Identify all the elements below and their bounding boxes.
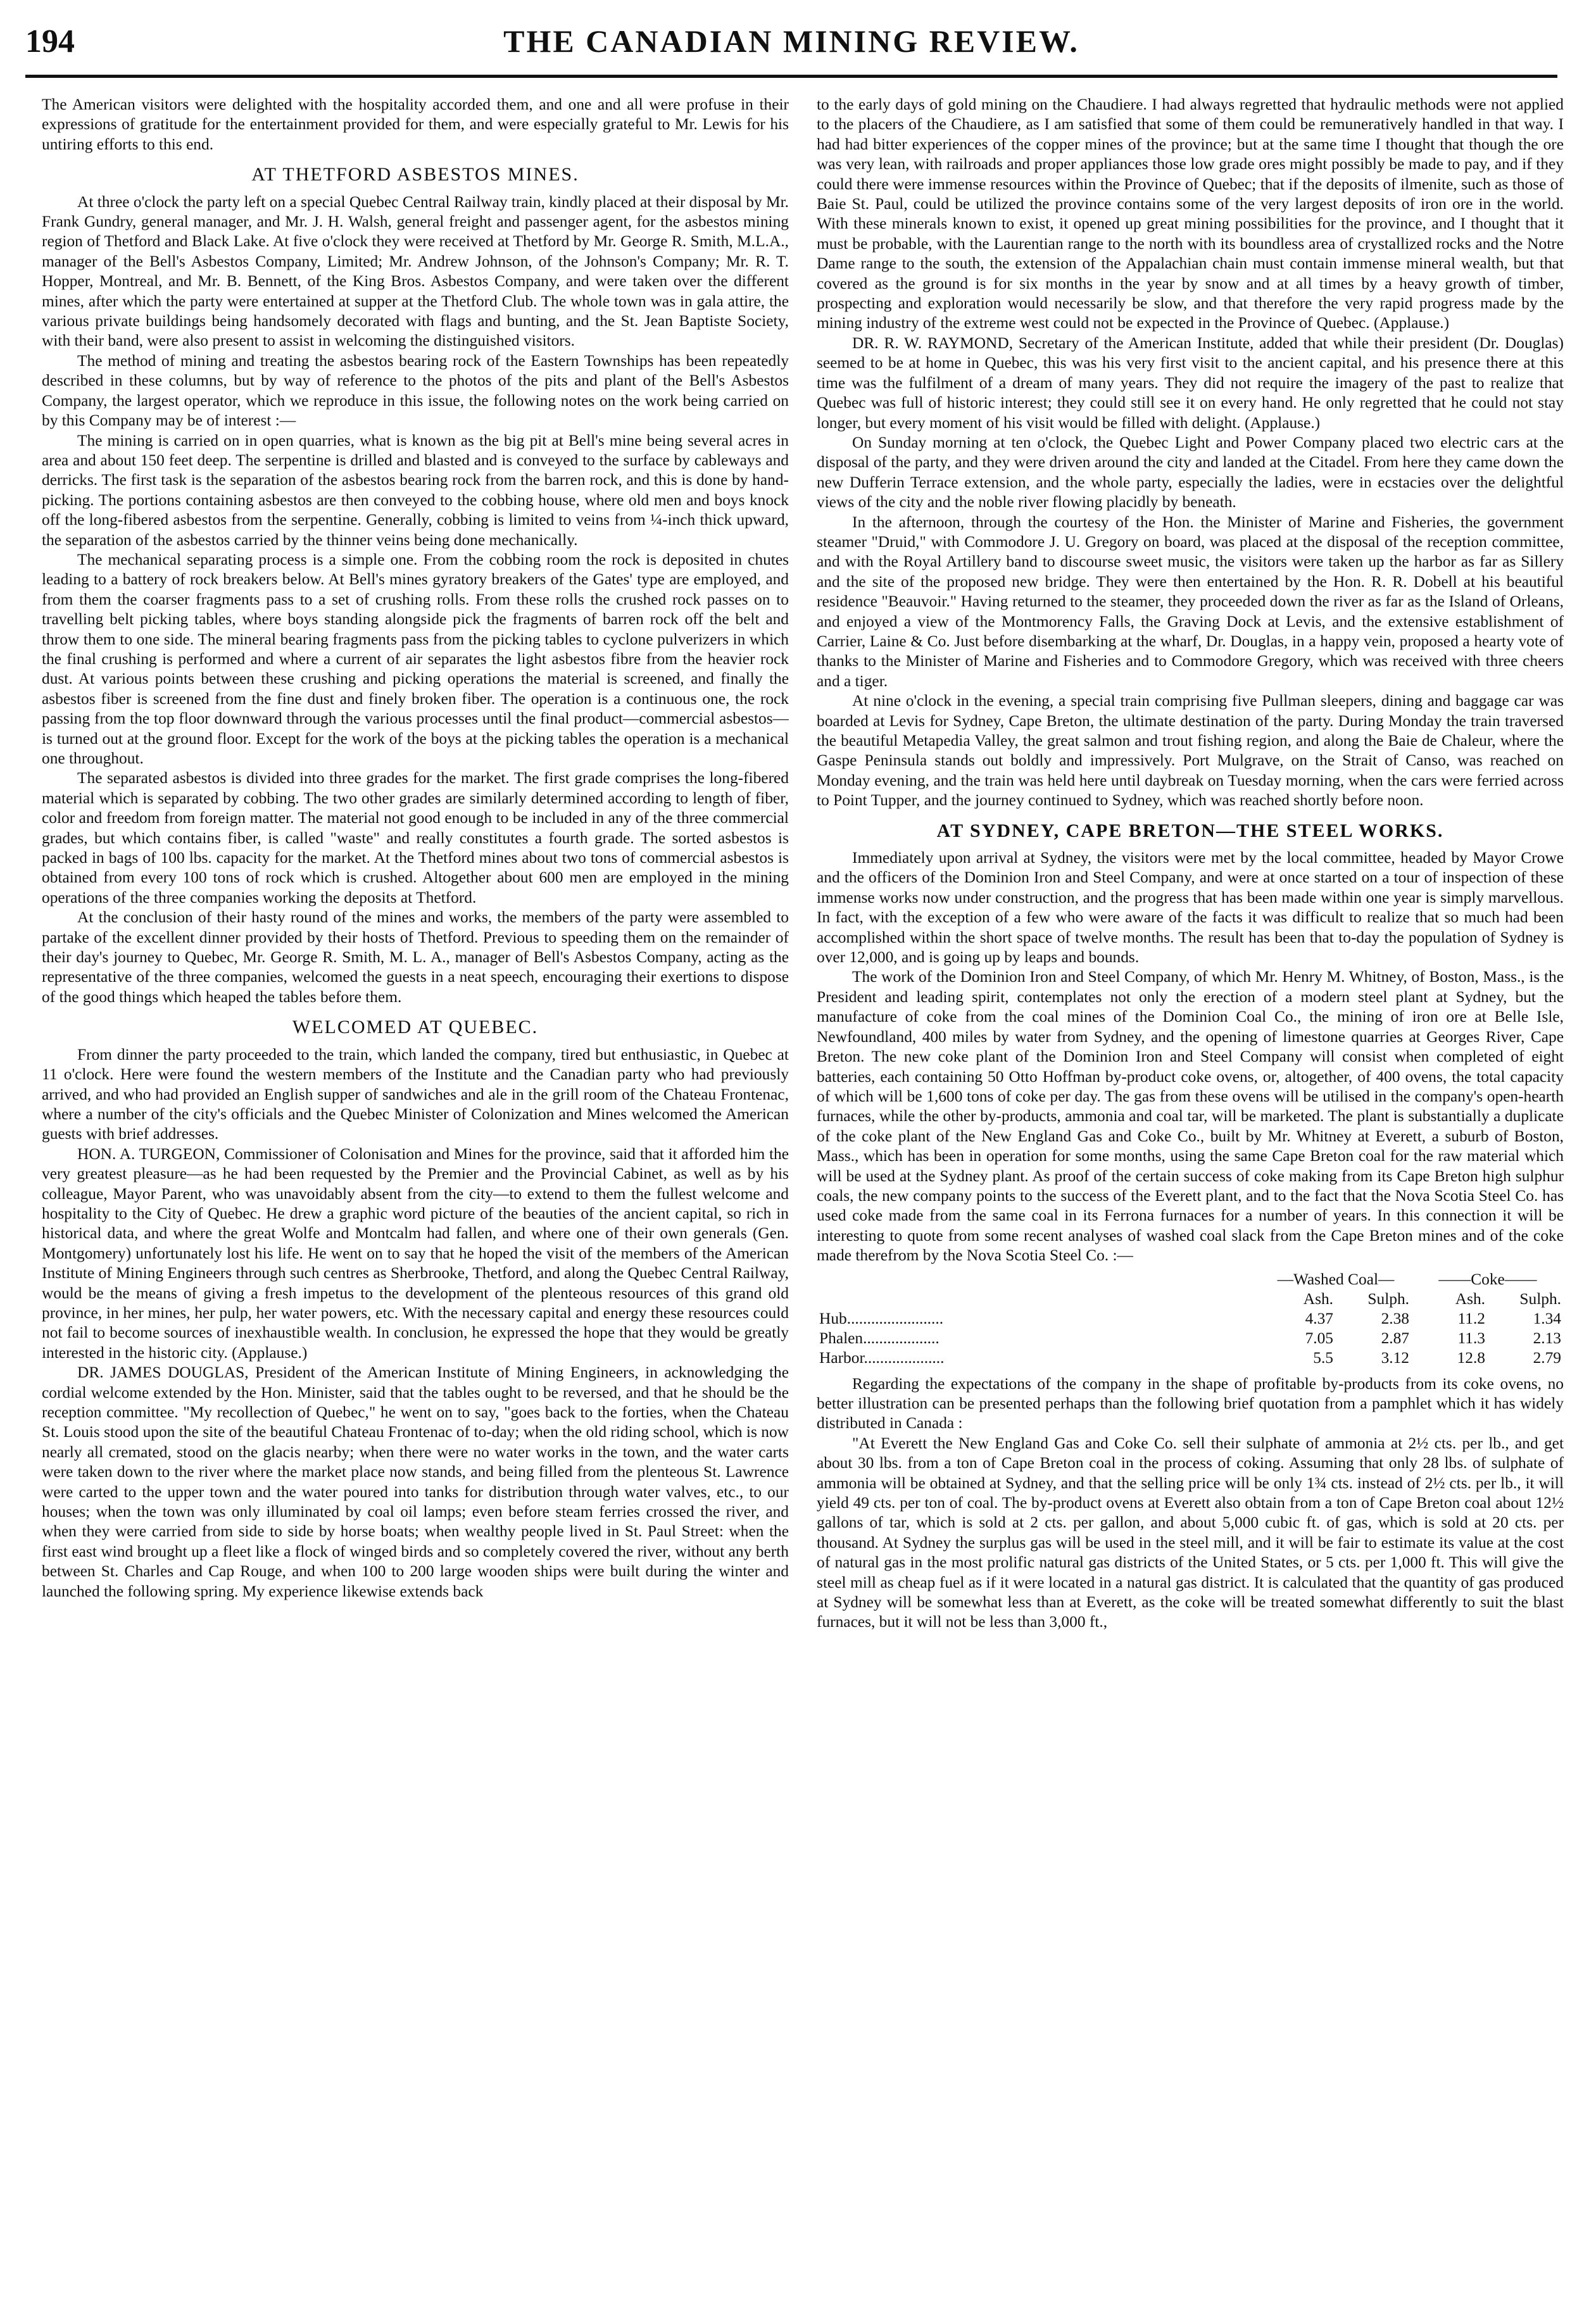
col-sulph: Sulph. bbox=[1367, 1289, 1409, 1308]
col-ash: Ash. bbox=[1455, 1289, 1485, 1308]
paragraph: At the conclusion of their hasty round of the mines and works, the members of the party were assembled to partake of the excellent dinner provided by their hosts of Thetford. Previous to speeding them on the remainder of their day's journey to Quebec, Mr. George R. Smith, M. L. A., manager of Bell's Asbestos Company, acting as the representative of the three companies, welcomed the guests in a neat speech, encouraging their exertions to dispose of the good things which heaped the tables before them. bbox=[42, 908, 789, 1006]
col-ash: Ash. bbox=[1303, 1289, 1333, 1308]
table-group-header bbox=[817, 1270, 1564, 1289]
paragraph: DR. R. W. RAYMOND, Secretary of the American Institute, added that while their president (Dr. Douglas) seemed to be at home in Quebec, this was his very first visit to the ancient capital, and his presence there at this time was the fulfilment of a dream of many years. They did not require the imagery of the past to realize that Quebec was full of historic interest; they could still see it on every hand. He only regretted that he could not stay longer, but every moment of his visit would be filled with delight. (Applause.) bbox=[817, 334, 1564, 432]
coal-analysis-table bbox=[817, 1270, 1564, 1368]
cell: 12.8 bbox=[1457, 1348, 1485, 1367]
paragraph: The separated asbestos is divided into three grades for the market. The first grade comprises the long-fibered material which is separated by cobbing. The two other grades are similarly determined according to length of fiber, color and freedom from foreign matter. The material not good enough to be included in any of the three commercial grades, but which contains fiber, is called "waste" and really constitutes a fourth grade. The sorted asbestos is packed in bags of 100 lbs. capacity for the market. At the Thetford mines about two tons of commercial asbestos is obtained from every 100 tons of rock which is crushed. Altogether about 600 men are employed in the mining operations of the three companies working the deposits at Thetford. bbox=[42, 769, 789, 906]
table-row bbox=[817, 1348, 1564, 1368]
section-heading-sydney: AT SYDNEY, CAPE BRETON—THE STEEL WORKS. bbox=[936, 820, 1444, 841]
table-column-header bbox=[817, 1289, 1564, 1309]
paragraph: At three o'clock the party left on a special Quebec Central Railway train, kindly placed at their disposal by Mr. Frank Gundry, general manager, and Mr. J. H. Walsh, general freight and passenger agent, for the asbestos mining region of Thetford and Black Lake. At five o'clock they were received at Thetford by Mr. George R. Smith, M.L.A., manager of the Bell's Asbestos Company, Limited; Mr. Andrew Johnson, of the Johnson's Company; Mr. R. T. Hopper, Montreal, and Mr. B. Bennett, of the King Bros. Asbestos Company, and were taken over the different mines, after which the party were entertained at supper at the Thetford Club. The whole town was in gala attire, the various private buildings being handsomely decorated with flags and bunting, and the St. Jean Baptiste Society, with their band, were also present to assist in welcoming the distinguished visitors. bbox=[42, 192, 789, 350]
cell: 2.13 bbox=[1533, 1329, 1561, 1347]
col-sulph: Sulph. bbox=[1519, 1289, 1561, 1308]
paragraph: The mechanical separating process is a simple one. From the cobbing room the rock is deposited in chutes leading to a battery of rock breakers below. At Bell's mines gyratory breakers of the Gates' type are employed, and from them the coarser fragments pass to a set of crushing rolls. From these rolls the crushed rock passes on to travelling belt picking tables, where boys standing alongside pick the fragments of barren rock off the belt and throw them to one side. The mineral bearing fragments pass from the picking tables to cyclone pulverizers in which the final crushing is performed and where a current of air separates the light asbestos fibre from the heavier rock dust. At various points between these crushing and picking operations the material is screened, and finally the asbestos fiber is screened from the fine dust and finely broken fiber. The operation is a continuous one, the rock passing from the top floor downward through the various processes until the final product—commercial asbestos—is turned out at the ground floor. Except for the work of the boys at the picking tables the operation is a mechanical one throughout. bbox=[42, 550, 789, 767]
group-coke: ——Coke—— bbox=[1438, 1270, 1537, 1288]
paragraph: On Sunday morning at ten o'clock, the Quebec Light and Power Company placed two electric cars at the disposal of the party, and they were driven around the city and landed at the Citadel. From here they came down the new Dufferin Terrace extension, and the whole party, especially the ladies, were in ecstacies over the delightful views of the city and the noble river flowing placidly by beneath. bbox=[817, 433, 1564, 511]
left-column bbox=[42, 95, 789, 2273]
paragraph: From dinner the party proceeded to the train, which landed the company, tired but enthusiastic, in Quebec at 11 o'clock. Here were found the western members of the Institute and the Canadian party who had previously arrived, and who had provided an English supper of sandwiches and ale in the grill room of the Chateau Frontenac, where a number of the city's officials and the Quebec Minister of Colonization and Mines welcomed the American guests with brief addresses. bbox=[42, 1045, 789, 1143]
page-header bbox=[25, 19, 1557, 70]
cell: 7.05 bbox=[1305, 1329, 1333, 1347]
section-heading-quebec: WELCOMED AT QUEBEC. bbox=[292, 1017, 539, 1038]
group-washed-coal: —Washed Coal— bbox=[1277, 1270, 1395, 1288]
table-row bbox=[817, 1309, 1564, 1329]
cell: 1.34 bbox=[1533, 1309, 1561, 1327]
row-label: Harbor.................... bbox=[819, 1348, 945, 1367]
cell: 3.12 bbox=[1381, 1348, 1409, 1367]
paragraph: The method of mining and treating the asbestos bearing rock of the Eastern Townships has been repeatedly described in these columns, but by way of reference to the photos of the pits and plant of the Bell's Asbestos Company, the largest operator, which we reproduce in this issue, the following notes on the work being carried on by this Company may be of interest :— bbox=[42, 351, 789, 430]
row-label: Phalen................... bbox=[819, 1329, 939, 1347]
cell: 2.87 bbox=[1381, 1329, 1409, 1347]
paragraph: The mining is carried on in open quarries, what is known as the big pit at Bell's mine being several acres in area and about 150 feet deep. The serpentine is drilled and blasted and is conveyed to the surface by cableways and derricks. The first task is the separation of the asbestos bearing rock from the barren rock, and this is done by hand-picking. The portions containing asbestos are then conveyed to the cobbing house, where old men and boys knock off the long-fibered asbestos from the serpentine. Generally, cobbing is limited to veins from ¼-inch thick upward, the separation of the asbestos carried by the thinner veins being done mechanically. bbox=[42, 431, 789, 549]
paragraph: Regarding the expectations of the company in the shape of profitable by-products from its coke ovens, no better illustration can be presented perhaps than the following brief quotation from a pamphlet which it has widely distributed in Canada : bbox=[817, 1374, 1564, 1433]
journal-title: THE CANADIAN MINING REVIEW. bbox=[503, 23, 1079, 59]
right-column bbox=[817, 95, 1564, 2273]
paragraph: HON. A. TURGEON, Commissioner of Colonisation and Mines for the province, said that it afforded him the very greatest pleasure—as he had been requested by the Premier and the Provincial Cabinet, as well as by his colleague, Mayor Parent, who was unavoidably absent from the city—to extend to them the fullest welcome and hospitality to the City of Quebec. He drew a graphic word picture of the beauties of the ancient capital, so rich in historical data, and where the great Wolfe and Montcalm had fallen, and where one of their own generals (Gen. Montgomery) unfortunately lost his life. He went on to say that he hoped the visit of the members of the American Institute of Mining Engineers through such centres as Sherbrooke, Thetford, and along the Quebec Central Railway, would be the means of giving a fresh impetus to the development of the plenteous resources of this grand old province, in her mines, her pulp, her water powers, etc. With the necessary capital and energy these resources could not fail to become sources of inexhaustible wealth. In conclusion, he expressed the hope that they would be greatly interested in the historic city. (Applause.) bbox=[42, 1144, 789, 1362]
header-rule bbox=[25, 75, 1557, 78]
paragraph: At nine o'clock in the evening, a special train comprising five Pullman sleepers, dining and baggage car was boarded at Levis for Sydney, Cape Breton, the ultimate destination of the party. During Monday the train traversed the beautiful Metapedia Valley, the great salmon and trout fishing region, and along the Baie de Chaleur, where the Gaspe Peninsula stands out boldly and impressively. Port Mulgrave, on the Strait of Canso, was reached on Monday evening, and the train was held here until daybreak on Tuesday morning, when the cars were ferried across to Point Tupper, and the journey continued to Sydney, which was reached shortly before noon. bbox=[817, 692, 1564, 810]
table-row bbox=[817, 1329, 1564, 1348]
row-label: Hub........................ bbox=[819, 1309, 944, 1327]
page-number: 194 bbox=[25, 23, 75, 60]
paragraph: The work of the Dominion Iron and Steel Company, of which Mr. Henry M. Whitney, of Boston, Mass., is the President and leading spirit, contemplates not only the erection of a modern steel plant at Sydney, but the manufacture of coke from the coal mines of the Dominion Coal Co., the mining of iron ore at Belle Isle, Newfoundland, 400 miles by water from Sydney, and the opening of limestone quarries at Georges River, Cape Breton. The new coke plant of the Dominion Iron and Steel Company will consist when completed of eight batteries, each containing 50 Otto Hoffman by-product coke ovens, or, altogether, of 400 ovens, the total capacity of which will be 1,600 tons of coke per day. The gas from these ovens will be utilised in the company's open-hearth furnaces, while the other by-products, ammonia and coal tar, will be marketed. The plant is substantially a duplicate of the coke plant of the New England Gas and Coke Co., built by Mr. Whitney at Everett, a suburb of Boston, Mass., which has been in operation for some months, using the same Cape Breton coal for the raw material which will be used at the Sydney plant. As proof of the certain success of coke making from its Cape Breton high sulphur coals, the new company points to the success of the Everett plant, and to the fact that the Nova Scotia Steel Co. has used coke made from the same coal in its Ferrona furnaces for a number of years. In this connection it will be interesting to quote from some recent analyses of washed coal slack from the Cape Breton mines and of the coke made therefrom by the Nova Scotia Steel Co. :— bbox=[817, 968, 1564, 1265]
paragraph: DR. JAMES DOUGLAS, President of the American Institute of Mining Engineers, in acknowledging the cordial welcome extended by the Hon. Minister, said that the tables ought to be reversed, and that he should be the reception committee. "My recollection of Quebec," he went on to say, "goes back to the forties, when the Chateau St. Louis stood upon the site of the beautiful Chateau Frontenac of to-day; when the old riding school, which is now nearly all cremated, stood on the glacis nearby; when there were no water works in the town, and the water carts were taken down to the river where the market place now stands, and being filled from the plenteous St. Lawrence were carted to the upper town and the water poured into tanks for distribution through water valves, etc., to our houses; when the town was only illuminated by coal oil lamps; even before steam ferries crossed the river, and when they were carried from side to side by horse boats; when wealthy people lived in St. Paul Street: when the first east wind brought up a fleet like a flock of winged birds and so completely covered the river, without any berth between St. Charles and Cap Rouge, and when 100 to 200 large wooden ships were built during the winter and launched the following spring. My experience likewise extends back bbox=[42, 1364, 789, 1600]
paragraph: In the afternoon, through the courtesy of the Hon. the Minister of Marine and Fisheries, the government steamer "Druid," with Commodore J. U. Gregory on board, was placed at the disposal of the reception committee, and with the Royal Artillery band to discourse sweet music, the visitors were taken up the harbor as far as Sillery and the site of the proposed new bridge. They were then entertained by the Hon. R. R. Dobell at his beautiful residence "Beauvoir." Having returned to the steamer, they proceeded down the river as far as the Island of Orleans, and enjoyed a view of the Montmorency Falls, the Graving Dock at Levis, and the extensive establishment of Carrier, Laine & Co. Just before disembarking at the wharf, Dr. Douglas, in a happy vein, proposed a hearty vote of thanks to the Minister of Marine and Fisheries and to Commodore Gregory, which was received with three cheers and a tiger. bbox=[817, 513, 1564, 690]
cell: 4.37 bbox=[1305, 1309, 1333, 1327]
cell: 11.3 bbox=[1457, 1329, 1485, 1347]
cell: 2.38 bbox=[1381, 1309, 1409, 1327]
section-heading-thetford: AT THETFORD ASBESTOS MINES. bbox=[251, 164, 579, 185]
paragraph: The American visitors were delighted with the hospitality accorded them, and one and all were profuse in their expressions of gratitude for the entertainment provided for them, and were especially grateful to Mr. Lewis for his untiring efforts to this end. bbox=[42, 96, 789, 153]
cell: 2.79 bbox=[1533, 1348, 1561, 1367]
paragraph: "At Everett the New England Gas and Coke Co. sell their sulphate of ammonia at 2½ cts. per lb., and get about 30 lbs. from a ton of Cape Breton coal in the process of coking. Assuming that only 28 lbs. of sulphate of ammonia will be obtained at Sydney, and that the selling price will be only 1¾ cts. instead of 2½ cts. per lb., it will yield 49 cts. per ton of coal. The by-product ovens at Everett also obtain from a ton of Cape Breton coal about 12½ gallons of tar, which is sold at 2 cts. per gallon, and about 5,000 cubic ft. of gas, which is sold at 20 cts. per thousand. At Sydney the surplus gas will be used in the steel mill, and it will be fair to estimate its value at the cost of natural gas in the most prolific natural gas districts of the United States, or 5 cts. per 1,000 ft. This will give the steel mill as cheap fuel as if it were located in a natural gas district. It is calculated that the quantity of gas produced at Sydney will be somewhat less than at Everett, as the coke will be treated somewhat differently to suit the blast furnaces, but it will not be less than 3,000 ft., bbox=[817, 1434, 1564, 1631]
paragraph: Immediately upon arrival at Sydney, the visitors were met by the local committee, headed by Mayor Crowe and the officers of the Dominion Iron and Steel Company, and were at once started on a tour of inspection of these immense works now under construction, and the progress that has been made within one year is simply marvellous. In fact, with the exception of a few who were aware of the facts it was difficult to realize that so much had been accomplished within the short space of twelve months. The result has been that to-day the population of Sydney is over 12,000, and is going up by leaps and bounds. bbox=[817, 849, 1564, 967]
cell: 11.2 bbox=[1457, 1309, 1485, 1327]
paragraph: to the early days of gold mining on the Chaudiere. I had always regretted that hydraulic methods were not applied to the placers of the Chaudiere, as I am satisfied that some of them could be remuneratively handled in that way. I had had bitter experiences of the copper mines of the province; but at the same time I thought that though the ore was very lean, with railroads and proper appliances those low grade ores might possibly be made to pay, and if they could there were immense resources within the Province of Quebec; that if the deposits of ilmenite, such as those of Baie St. Paul, could be utilized the province contains some of the very largest deposits of iron ore in the world. With these minerals known to exist, it opened up great mining possibilities for the province, and I thought that it must be probable, with the Laurentian range to the north with its boundless area of crystallized rocks and the Notre Dame range to the south, the extension of the Appalachian chain must contain immense mineral wealth, but that covered as the ground is for six months in the year by snow and at all times by a heavy growth of timber, prospecting and exploration would necessarily be slow, and that therefore the very rapid progress made by the mining industry of the extreme west could not be expected in the Province of Quebec. (Applause.) bbox=[817, 96, 1564, 332]
cell: 5.5 bbox=[1313, 1348, 1333, 1367]
